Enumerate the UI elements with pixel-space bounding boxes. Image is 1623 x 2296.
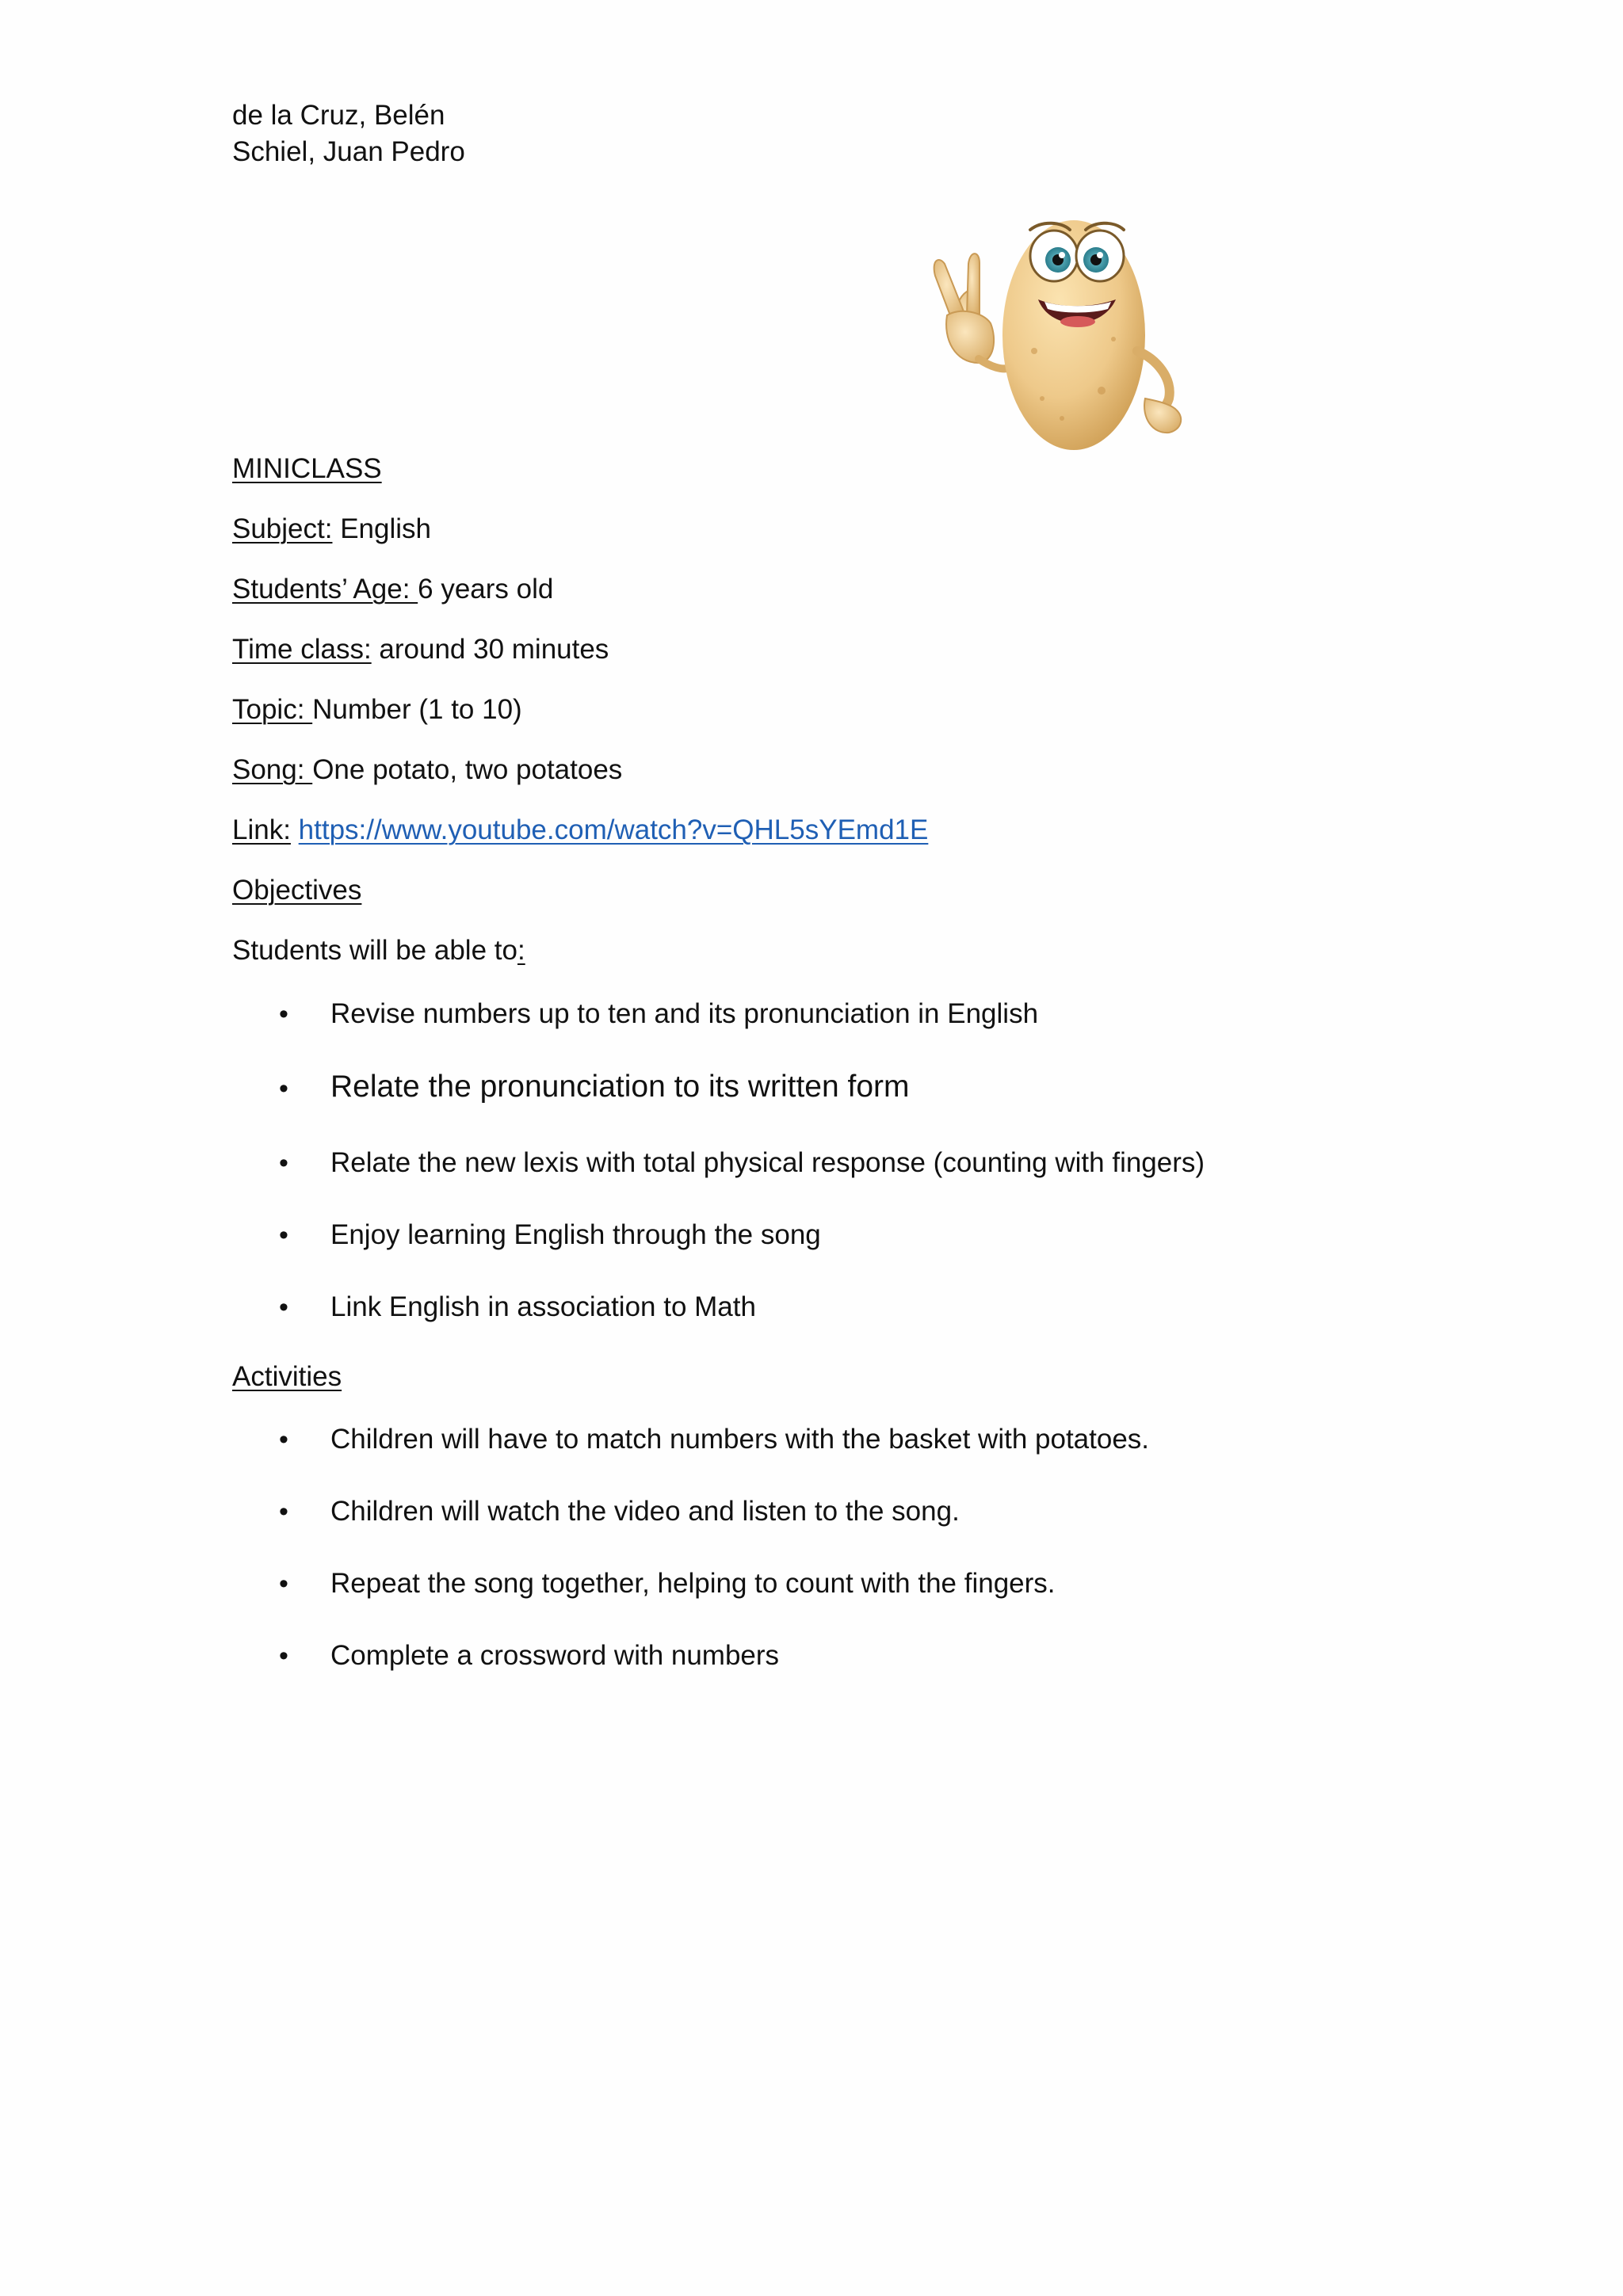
bullet-icon: • xyxy=(279,1569,288,1599)
objectives-intro-colon: : xyxy=(517,935,525,966)
activities-heading: Activities xyxy=(232,1361,342,1392)
objectives-intro-text: Students will be able to xyxy=(232,935,517,966)
field-label: Time class: xyxy=(232,634,372,665)
author-name: de la Cruz, Belén xyxy=(232,100,445,131)
field-age xyxy=(232,572,553,607)
field-time xyxy=(232,632,609,667)
bullet-icon: • xyxy=(279,1292,288,1322)
bullet-icon: • xyxy=(279,999,288,1029)
field-value: English xyxy=(332,513,431,544)
field-topic xyxy=(232,692,522,727)
activity-item: Children will have to match numbers with the basket with potatoes. xyxy=(330,1424,1150,1455)
author-name: Schiel, Juan Pedro xyxy=(232,136,465,167)
bullet-icon: • xyxy=(279,1425,288,1455)
field-label: Subject: xyxy=(232,513,333,544)
bullet-icon: • xyxy=(279,1220,288,1250)
field-value: around 30 minutes xyxy=(371,634,609,665)
activity-item: Repeat the song together, helping to count with the fingers. xyxy=(330,1568,1056,1599)
activity-item: Complete a crossword with numbers xyxy=(330,1640,780,1671)
field-value: Number (1 to 10) xyxy=(312,694,522,725)
potato-mascot-icon xyxy=(903,181,1252,498)
objective-item: Link English in association to Math xyxy=(330,1291,756,1322)
objective-item: Revise numbers up to ten and its pronunciation in English xyxy=(330,998,1039,1029)
field-label: Link: xyxy=(232,814,291,845)
objective-item: Relate the pronunciation to its written form xyxy=(330,1070,910,1104)
activity-item: Children will watch the video and listen to the song. xyxy=(330,1496,960,1527)
field-value: One potato, two potatoes xyxy=(312,754,623,785)
field-value: 6 years old xyxy=(418,574,554,605)
bullet-icon: • xyxy=(279,1497,288,1527)
peace-hand-icon xyxy=(934,254,1010,368)
objectives-intro xyxy=(232,933,525,968)
objective-item: Relate the new lexis with total physical response (counting with fingers) xyxy=(330,1147,1205,1178)
field-song xyxy=(232,753,622,788)
field-label: Song: xyxy=(232,754,313,785)
bullet-icon: • xyxy=(279,1074,288,1104)
page-title: MINICLASS xyxy=(232,453,382,484)
youtube-link[interactable]: https://www.youtube.com/watch?v=QHL5sYEmd1E xyxy=(298,814,929,845)
bullet-icon: • xyxy=(279,1148,288,1178)
field-label: Students’ Age: xyxy=(232,574,418,605)
objective-item: Enjoy learning English through the song xyxy=(330,1219,821,1250)
field-subject xyxy=(232,512,431,547)
field-label: Topic: xyxy=(232,694,313,725)
bullet-icon: • xyxy=(279,1641,288,1671)
hip-hand-icon xyxy=(1137,351,1181,433)
field-link xyxy=(232,813,928,848)
objectives-heading: Objectives xyxy=(232,875,362,906)
